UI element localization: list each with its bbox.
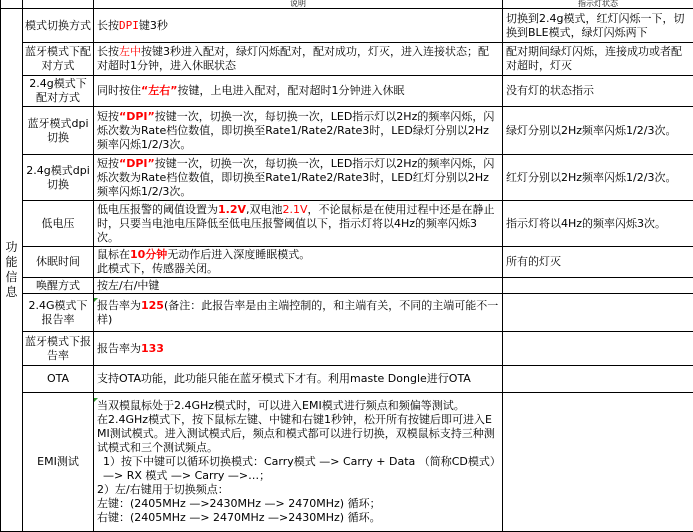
ind-ota (503, 366, 693, 393)
ind-g24-rate (503, 294, 693, 332)
desc-bt-dpi: 短按“DPI”按键一次，切换一次，每切换一次，LED指示灯以2Hz的频率闪烁，闪烁次数为Rate档位数值，即切换至Rate1/Rate2/Rate3时，LED绿灯分别以2Hz频率闪烁1/2/3次。 (94, 107, 503, 155)
feature-g24-pair: 2.4g模式下配对方式 (23, 76, 94, 107)
desc-bt-rate: 报告率为133 (94, 332, 503, 366)
feature-emi: EMI测试 (23, 393, 94, 532)
ind-bt-dpi: 绿灯分别以2Hz频率闪烁1/2/3次。 (503, 107, 693, 155)
table-row (1, 107, 693, 155)
desc-ota: 支持OTA功能，此功能只能在蓝牙模式下才有。利用maste Dongle进行OTA (94, 366, 503, 393)
feature-ota: OTA (23, 366, 94, 393)
table-row (1, 332, 693, 366)
ind-g24-dpi: 红灯分别以2Hz频率闪烁1/2/3次。 (503, 155, 693, 201)
desc-low-voltage: 低电压报警的阈值设置为1.2V,双电池2.1V，不论鼠标是在使用过程中还是在静止时，只要当电池电压降低至低电压报警阈值以下，指示灯将以4Hz的频率闪烁3次。 (94, 201, 503, 247)
desc-mode-switch: 长按DPI键3秒 (94, 9, 503, 43)
ind-emi (503, 393, 693, 532)
ind-low-voltage: 指示灯将以4Hz的频率闪烁3次。 (503, 201, 693, 247)
ind-g24-pair: 没有灯的状态指示 (503, 76, 693, 107)
desc-emi: 当双模鼠标处于2.4GHz模式时，可以进入EMI模式进行频点和频偏等测试。 在2.4GHz模式下，按下鼠标左键、中键和右键1秒钟，松开所有按键后即可进入EMI测试模式。进入测试模式后，频点和模式都可以进行切换，双模鼠标支持三种测试模式和三个测试频点。 1）按下中键可以循环切换模式：Carry模式 —> Carry + Data （简称CD模式）—> RX 模式 —> Carry —>…； 2）左/右键用于切换频点： 左键：(2405MHz —>2430MHz —> 2470MHz) 循环； 右键：(2405MHz —> 2470MHz —>2430MHz) 循环。 (94, 393, 503, 532)
feature-bt-rate: 蓝牙模式下报告率 (23, 332, 94, 366)
feature-g24-dpi: 2.4g模式dpi切换 (23, 155, 94, 201)
desc-g24-rate: 报告率为125(备注：此报告率是由主端控制的，和主端有关，不同的主端可能不一样) (94, 294, 503, 332)
header-row (1, 0, 693, 9)
table-row (1, 155, 693, 201)
desc-wake: 按左/右/中键 (94, 278, 503, 294)
desc-sleep: 鼠标在10分钟无动作后进入深度睡眠模式。 此模式下，传感器关闭。 (94, 247, 503, 278)
feature-sleep: 休眠时间 (23, 247, 94, 278)
table-row (1, 278, 693, 294)
desc-g24-pair: 同时按住“左右”按键，上电进入配对，配对超时1分钟进入休眠 (94, 76, 503, 107)
table-row (1, 366, 693, 393)
ind-bt-pair: 配对期间绿灯闪烁，连接成功或者配对超时，灯灭 (503, 43, 693, 76)
ind-bt-rate (503, 332, 693, 366)
header-description: 说明 (94, 0, 503, 9)
table-row (1, 43, 693, 76)
feature-g24-rate: 2.4G模式下报告率 (23, 294, 94, 332)
feature-bt-pair: 蓝牙模式下配对方式 (23, 43, 94, 76)
desc-bt-pair: 长按左中按键3秒进入配对，绿灯闪烁配对，配对成功，灯灭，进入连接状态；配对超时1分钟，进入休眠状态 (94, 43, 503, 76)
feature-mode-switch: 模式切换方式 (23, 9, 94, 43)
table-row (1, 247, 693, 278)
feature-bt-dpi: 蓝牙模式dpi切换 (23, 107, 94, 155)
ind-mode-switch: 切换到2.4g模式，红灯闪烁一下，切换到BLE模式，绿灯闪烁两下 (503, 9, 693, 43)
table-row (1, 393, 693, 532)
desc-g24-dpi: 短按“DPI”按键一次，切换一次，每切换一次，LED指示灯以2Hz的频率闪烁，闪烁次数为Rate档位数值，即切换至Rate1/Rate2/Rate3时，LED红灯分别以2Hz频率闪烁1/2/3次。 (94, 155, 503, 201)
header-indicator: 指示灯状态 (503, 0, 693, 9)
category-label: 功能信息 (1, 9, 23, 532)
ind-wake (503, 278, 693, 294)
table-row (1, 76, 693, 107)
table-row (1, 201, 693, 247)
ind-sleep: 所有的灯灭 (503, 247, 693, 278)
feature-wake: 唤醒方式 (23, 278, 94, 294)
feature-low-voltage: 低电压 (23, 201, 94, 247)
table-row (1, 9, 693, 43)
table-row (1, 294, 693, 332)
